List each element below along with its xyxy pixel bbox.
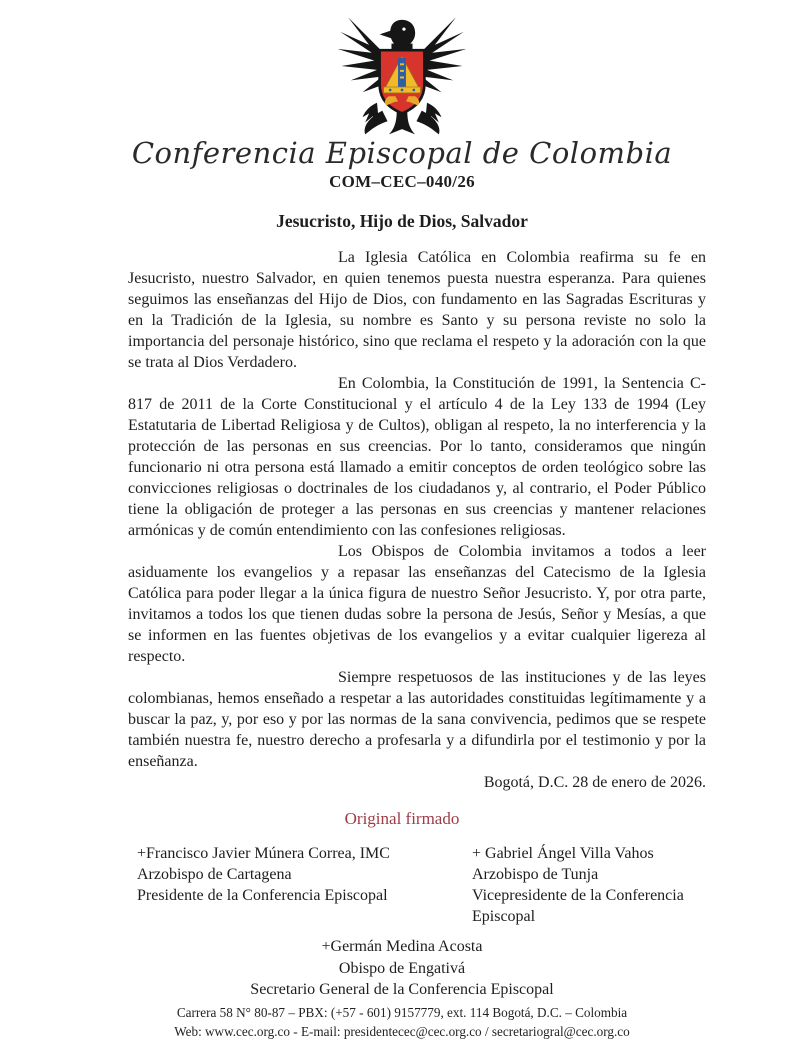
signatory-title: Secretario General de la Conferencia Episcopal: [250, 981, 554, 998]
letter-page: [0, 12, 804, 1039]
letter-footer: [0, 1003, 804, 1041]
signatory-title: Presidente de la Conferencia Episcopal: [137, 887, 388, 904]
letter-body: [128, 247, 706, 772]
signatory-vicepresident-block: [472, 843, 744, 927]
paragraph-1: La Iglesia Católica en Colombia reafirma su fe en Jesucristo, nuestro Salvador, en quien tenemos puesta nuestra esperanza. Para quienes seguimos las enseñanzas del Hijo de Dios, con fundamento en las Sagradas Escrituras y en la Tradición de la Iglesia, su nombre es Santo y su persona reviste no solo la importancia del personaje histórico, sino que reclama el respeto y la adoración con la que se trata al Dios Verdadero.: [128, 249, 706, 371]
signatory-title: Arzobispo de Cartagena: [137, 866, 292, 883]
dateline: Bogotá, D.C. 28 de enero de 2026.: [483, 774, 706, 791]
signatory-title: Vicepresidente de la Conferencia Episcopal: [472, 887, 684, 925]
episcopal-conference-crest-icon: [336, 12, 468, 137]
reference-number: COM–CEC–040/26: [329, 172, 475, 191]
paragraph-2: En Colombia, la Constitución de 1991, la Sentencia C-817 de 2011 de la Corte Constitucional y el artículo 4 de la Ley 133 de 1994 (Ley Estatutaria de Libertad Religiosa y de Cultos), obligan al respeto, la no interferencia y la protección de las personas en sus creencias. Por lo tanto, consideramos que ningún funcionario ni otra persona está llamado a emitir conceptos de orden teológico sobre las convicciones religiosas o doctrinales de los ciudadanos y, al contrario, el Poder Público tiene la obligación de proteger a las personas en sus creencias y mantener relaciones armónicas y de común entendimiento con las confesiones religiosas.: [128, 375, 706, 539]
signatory-secretary-block: [0, 936, 804, 1001]
signatory-title: Arzobispo de Tunja: [472, 866, 599, 883]
signatory-president-block: [137, 843, 472, 927]
signatory-title: Obispo de Engativá: [338, 959, 466, 977]
paragraph-3: Los Obispos de Colombia invitamos a todos a leer asiduamente los evangelios y a repasar las enseñanzas del Catecismo de la Iglesia Católica para poder llegar a la única figura de nuestro Señor Jesucristo. Y, por otra parte, invitamos a todos los que tienen dudas sobre la persona de Jesús, Señor y Mesías, a que se informen en las fuentes objetivas de los evangelios y a evitar cualquier ligereza al respecto.: [128, 543, 706, 665]
signatory-name: +Francisco Javier Múnera Correa, IMC: [137, 845, 390, 862]
paragraph-4: Siempre respetuosos de las instituciones y de las leyes colombianas, hemos enseñado a respetar a las autoridades constituidas legítimamente y a buscar la paz, y, por eso y por las normas de la sana convivencia, pedimos que se respete también nuestra fe, nuestro derecho a profesarla y a difundirla por el testimonio y por la enseñanza.: [128, 669, 706, 770]
organization-name: Conferencia Episcopal de Colombia: [131, 136, 673, 170]
signatory-name: + Gabriel Ángel Villa Vahos: [472, 845, 654, 862]
signature-row: [137, 843, 744, 927]
footer-address: Carrera 58 N° 80-87 – PBX: (+57 - 601) 9157779, ext. 114 Bogotá, D.C. – Colombia: [176, 1004, 628, 1020]
signatory-name: +Germán Medina Acosta: [321, 938, 483, 955]
original-signed-notice: Original firmado: [344, 809, 460, 828]
letter-title: Jesucristo, Hijo de Dios, Salvador: [276, 211, 528, 231]
footer-web-email: Web: www.cec.org.co - E-mail: presidentecec@cec.org.co / secretariogral@cec.org.co: [174, 1023, 630, 1039]
